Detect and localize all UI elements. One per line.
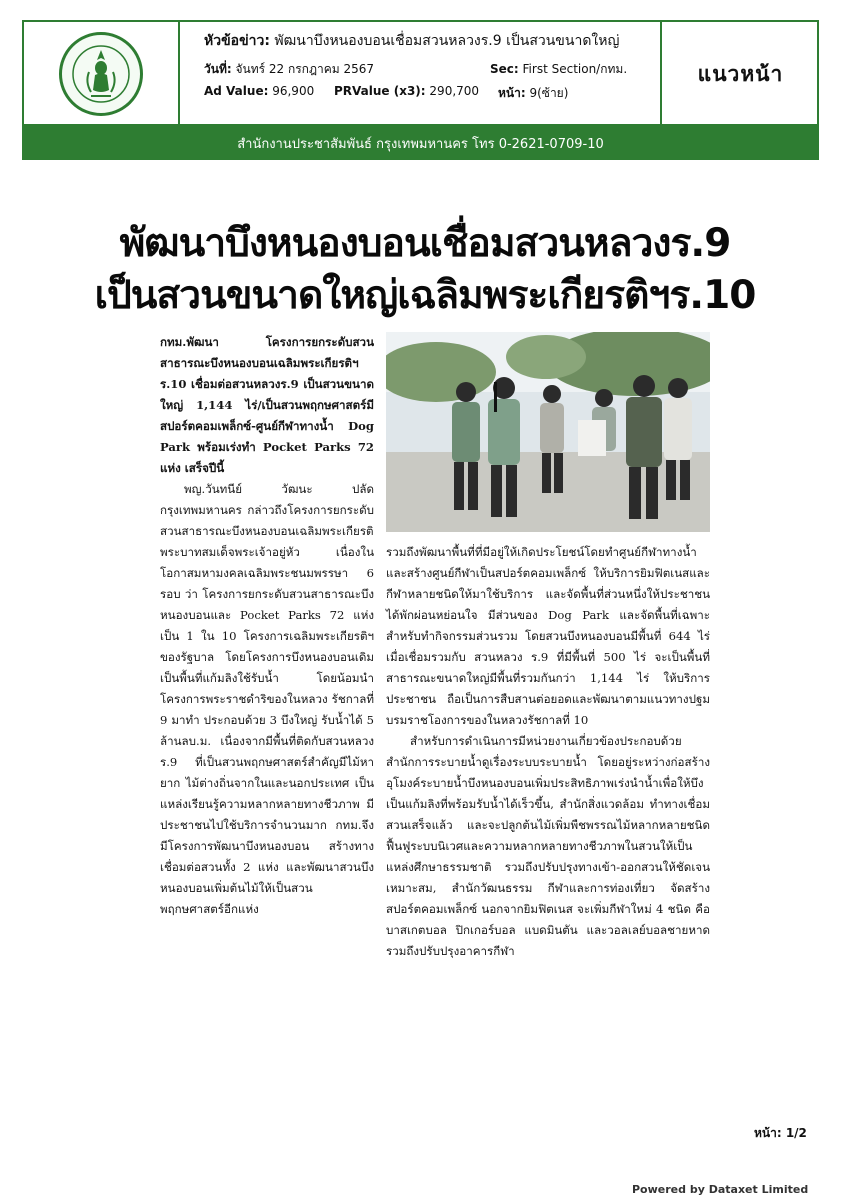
ad-value: 96,900 [272, 84, 315, 98]
headline-label: หัวข้อข่าว: [204, 33, 270, 49]
left-column [160, 332, 374, 920]
right-paragraph-1: รวมถึงพัฒนาพื้นที่ที่มีอยู่ให้เกิดประโยชน์โดยทำศูนย์กีฬาทางน้ำ และสร้างศูนย์กีฬาเป็นสปอร์ตคอมเพล็กซ์ ให้บริการยิมฟิตเนสและกีฬาหลายชนิดให้มาใช้บริการ และจัดพื้นที่ส่วนหนึ่งให้ประชาชนได้พักผ่อนหย่อนใจ มีส่วนของ Dog Park และจัดพื้นที่เฉพาะสำหรับทำกิจกรรมส่วนรวม โดยสวนบึงหนองบอนมีพื้นที่ 644 ไร่ เมื่อเชื่อมรวมกับ สวนหลวง ร.9 ที่มีพื้นที่ 500 ไร่ จะเป็นพื้นที่สาธารณะขนาดใหญ่มีพื้นที่รวมกันกว่า 1,144 ไร่ ให้บริการประชาชน ถือเป็นการสืบสานต่อยอดและพัฒนาตามแนวทางปฐมบรมราชโองการของในหลวงรัชกาลที่ 10 [386, 545, 710, 727]
value-row [204, 84, 660, 108]
page-label: หน้า: [498, 86, 526, 100]
left-body: พญ.วันทนีย์ วัฒนะ ปลัดกรุงเทพมหานคร กล่าวถึงโครงการยกระดับสวนสาธารณะบึงหนองบอนเฉลิมพระเกียรติพระบาทสมเด็จพระเจ้าอยู่หัว เนื่องในโอกาสมหามงคลเฉลิมพระชนมพรรษา 6 รอบ ว่า โครงการยกระดับสวนสาธารณะบึงหนองบอนและ Pocket Parks 72 แห่ง เป็น 1 ใน 10 โครงการเฉลิมพระเกียรติฯ ของรัฐบาล โดยโครงการบึงหนองบอนเดิมเป็นพื้นที่แก้มลิงใช้รับน้ำ โดยน้อมนำโครงการพระราชดำริของในหลวง รัชกาลที่ 9 มาทำ ประกอบด้วย 3 บึงใหญ่ รับน้ำได้ 5 ล้านลบ.ม. เนื่องจากมีพื้นที่ติดกับสวนหลวง ร.9 ที่เป็นสวนพฤกษศาสตร์สำคัญมีไม้หายาก ไม้ต่างถิ่นจากในและนอกประเทศ เป็นแหล่งเรียนรู้ความหลากหลายทางชีวภาพ มีประชาชนไปใช้บริการจำนวนมาก กทม.จึงมีโครงการพัฒนาบึงหนองบอน สร้างทางเชื่อมต่อสวนทั้ง 2 แห่ง และพัฒนาสวนบึงหนองบอนเพิ่มต้นไม้ให้เป็นสวนพฤกษศาสตร์อีกแห่ง [160, 482, 374, 916]
ad-label: Ad Value: [204, 84, 269, 98]
article-lead: กทม.พัฒนา โครงการยกระดับสวนสาธารณะบึงหนองบอนเฉลิมพระเกียรติฯ ร.10 เชื่อมต่อสวนหลวงร.9 เป็นสวนขนาดใหญ่ 1,144 ไร่/เป็นสวนพฤกษศาสตร์มีสปอร์ตคอมเพล็กซ์-ศูนย์กีฬาทางน้ำ Dog Park พร้อมเร่งทำ Pocket Parks 72 แห่ง เสร็จปีนี้ [160, 335, 374, 475]
newspaper-name: แนวหน้า [697, 61, 784, 86]
headline-value: พัฒนาบึงหนองบอนเชื่อมสวนหลวงร.9 เป็นสวนขนาดใหญ่ [274, 33, 620, 49]
pr-label: PRValue (x3): [334, 84, 426, 98]
page-value: 9(ซ้าย) [529, 86, 569, 100]
article-title [60, 218, 790, 322]
sec-value: First Section/กทม. [522, 62, 628, 76]
date-label: วันที่: [204, 62, 232, 76]
page-number: หน้า: 1/2 [754, 1126, 807, 1140]
article-title-line2: เป็นสวนขนาดใหญ่เฉลิมพระเกียรติฯร.10 [94, 273, 756, 318]
pr-field [334, 84, 479, 98]
powered-by: Powered by Dataxet Limited [632, 1183, 809, 1196]
sec-label: Sec: [490, 62, 519, 76]
date-value: จันทร์ 22 กรกฎาคม 2567 [235, 62, 375, 76]
logo-cell [24, 22, 180, 126]
right-column [386, 542, 710, 962]
headline-row [204, 30, 660, 60]
news-photo [386, 332, 710, 532]
bangkok-seal-icon [59, 32, 143, 116]
clipping-header [22, 20, 819, 126]
sec-field [490, 60, 627, 79]
right-paragraph-2: สำหรับการดำเนินการมีหน่วยงานเกี่ยวข้องประกอบด้วย สำนักการระบายน้ำดูเรื่องระบบระบายน้ำ โดยอยู่ระหว่างก่อสร้างอุโมงค์ระบายน้ำบึงหนองบอนเพิ่มประสิทธิภาพเร่งนำน้ำเพื่อให้บึงเป็นแก้มลิงที่พร้อมรับน้ำได้เร็วขึ้น, สำนักสิ่งแวดล้อม ทำทางเชื่อมสวนเสร็จแล้ว และจะปลูกต้นไม้เพิ่มพืชพรรณไม้หลากหลายชนิด ฟื้นฟูระบบนิเวศและความหลากหลายทางชีวภาพในสวนให้เป็นแหล่งศึกษาธรรมชาติ รวมถึงปรับปรุงทางเข้า-ออกสวนให้ชัดเจนเหมาะสม, สำนักวัฒนธรรม กีฬาและการท่องเที่ยว จัดสร้างสปอร์ตคอมเพล็กซ์ นอกจากยิมฟิตเนส จะเพิ่มกีฬาใหม่ 4 ชนิด คือ บาสเกตบอล ปิกเกอร์บอล แบดมินตัน และวอลเลย์บอลชายหาด รวมถึงปรับปรุงอาคารกีฬา [386, 734, 710, 958]
meta-cell [180, 22, 662, 126]
date-row [204, 60, 660, 84]
article-title-line1: พัฒนาบึงหนองบอนเชื่อมสวนหลวงร.9 [119, 221, 731, 266]
office-bar: สำนักงานประชาสัมพันธ์ กรุงเทพมหานคร โทร 0-2621-0709-10 [22, 126, 819, 160]
pr-value: 290,700 [429, 84, 480, 98]
page-field [498, 84, 568, 103]
